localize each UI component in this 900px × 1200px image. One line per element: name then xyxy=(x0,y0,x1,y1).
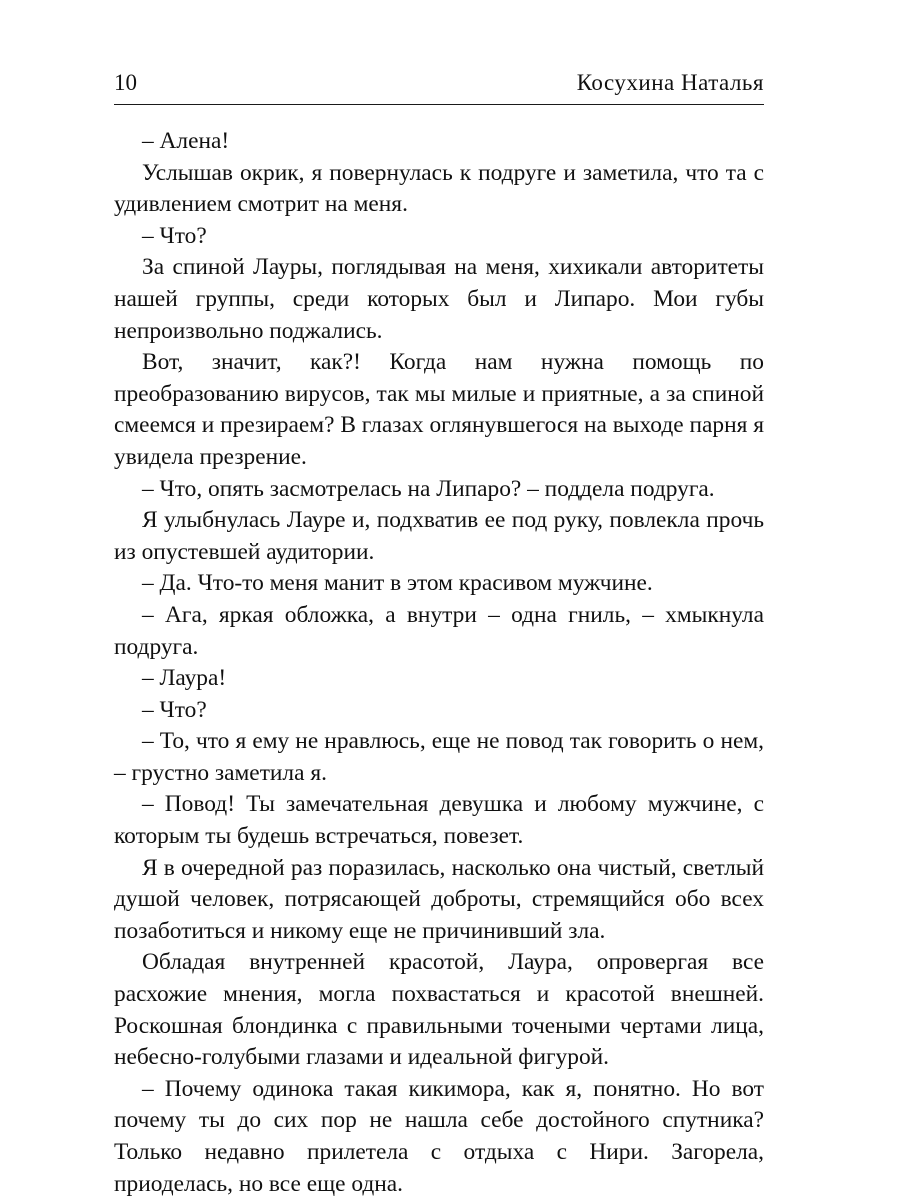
running-head xyxy=(114,68,764,102)
paragraph: – Алена! xyxy=(142,128,230,154)
paragraph: – Повод! Ты замечательная девушка и любому мужчине, с которым ты будешь встречаться, повезет. xyxy=(114,791,764,850)
paragraph: За спиной Лауры, поглядывая на меня, хихикали авторитеты нашей группы, среди которых был и Липаро. Мои губы непроизвольно поджались. xyxy=(114,254,764,344)
paragraph: Услышав окрик, я повернулась к подруге и заметила, что та с удивлением смотрит на меня. xyxy=(114,159,764,218)
paragraph: Я в очередной раз поразилась, насколько она чистый, светлый душой человек, потрясающей доброты, стремящийся обо всех позаботиться и никому еще не причинивший зла. xyxy=(114,854,764,944)
paragraph: Вот, значит, как?! Когда нам нужна помощь по преобразованию вирусов, так мы милые и приятные, а за спиной смеемся и презираем? В глазах оглянувшегося на выходе парня я увидела презрение. xyxy=(114,349,764,470)
paragraph: – Что? xyxy=(142,696,207,723)
header-author: Косухина Наталья xyxy=(576,70,764,95)
paragraph: – То, что я ему не нравлюсь, еще не повод так говорить о нем, – грустно заметила я. xyxy=(114,728,764,786)
paragraph: Я улыбнулась Лауре и, подхватив ее под руку, повлекла прочь из опустевшей аудитории. xyxy=(114,507,764,565)
page-number: 10 xyxy=(114,70,137,95)
paragraph: – Что, опять засмотрелась на Липаро? – поддела подруга. xyxy=(142,475,715,502)
body-text xyxy=(114,126,764,1200)
paragraph: – Лаура! xyxy=(142,665,227,692)
header-rule xyxy=(114,104,764,105)
paragraph: – Почему одинока такая кикимора, как я, понятно. Но вот почему ты до сих пор не нашла себе достойного спутника? Только недавно прилетела с отдыха с Нири. Загорела, приоделась, но все еще одна. xyxy=(114,1075,764,1197)
paragraph: – Ага, яркая обложка, а внутри – одна гниль, – хмыкнула подруга. xyxy=(114,601,764,660)
paragraph: Обладая внутренней красотой, Лаура, опровергая все расхожие мнения, могла похвастаться и красотой внешней. Роскошная блондинка с правильными точеными чертами лица, небесно-голубыми глазами и идеальной фигурой. xyxy=(114,949,764,1071)
paragraph: – Что? xyxy=(142,222,207,249)
paragraph: – Да. Что-то меня манит в этом красивом мужчине. xyxy=(142,570,653,597)
